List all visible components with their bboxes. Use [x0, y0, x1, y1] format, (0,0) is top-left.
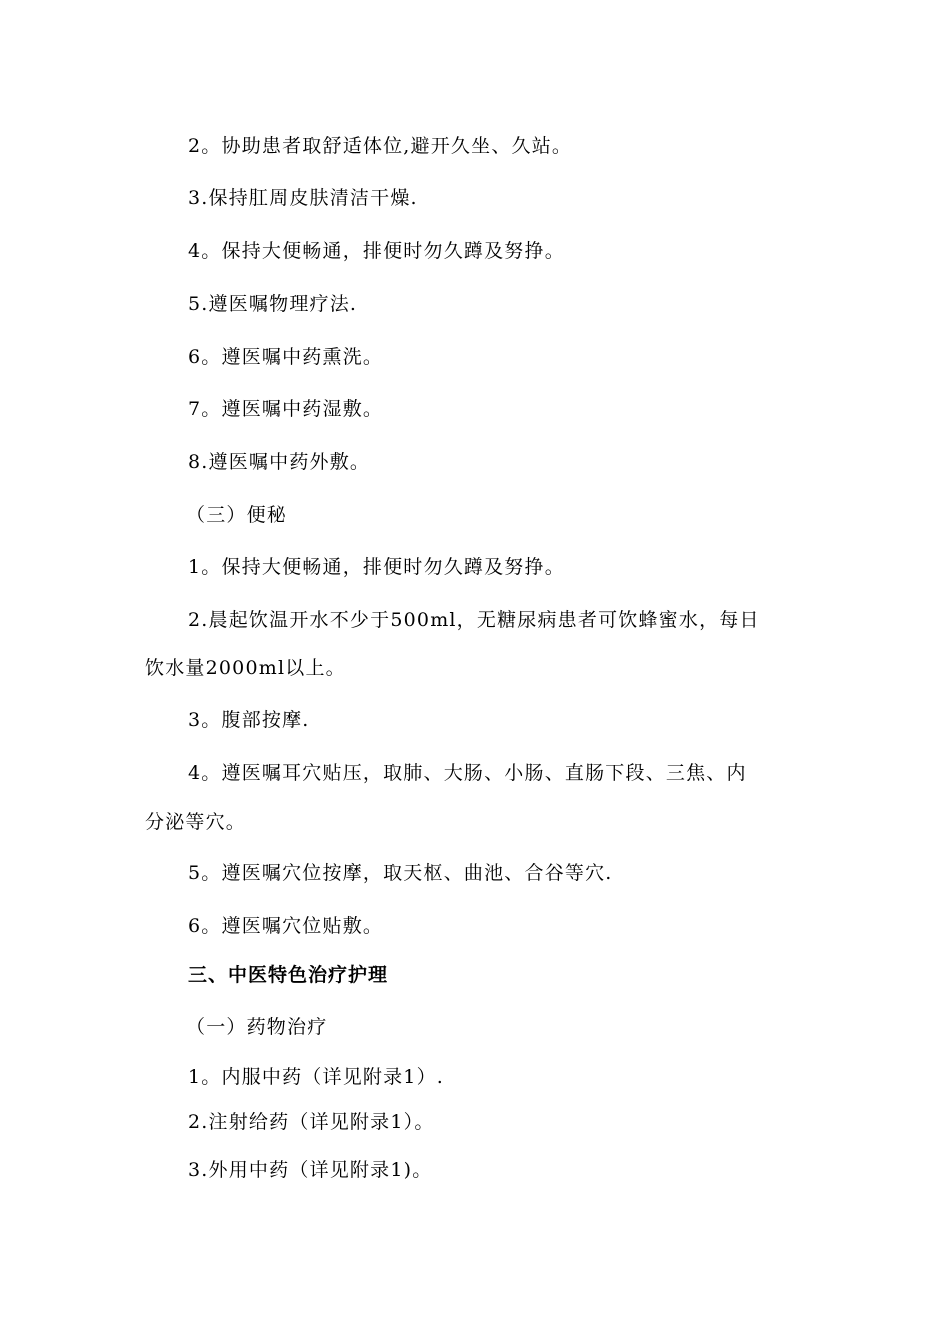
subsection-heading-constipation: （三）便秘 [186, 504, 288, 526]
constipation-item-1: 1。保持大便畅通，排便时勿久蹲及努挣。 [188, 556, 565, 578]
constipation-item-4-continued: 分泌等穴。 [145, 811, 247, 833]
list-item-2-posture: 2。协助患者取舒适体位,避开久坐、久站。 [188, 135, 573, 157]
list-item-8-external-application: 8.遵医嘱中药外敷。 [188, 451, 371, 473]
constipation-item-3: 3。腹部按摩. [188, 709, 310, 731]
list-item-7-wet-compress: 7。遵医嘱中药湿敷。 [188, 398, 384, 420]
constipation-item-4: 4。遵医嘱耳穴贴压，取肺、大肠、小肠、直肠下段、三焦、内 [188, 762, 747, 784]
section-heading-tcm-treatment: 三、中医特色治疗护理 [188, 964, 389, 986]
constipation-item-5: 5。遵医嘱穴位按摩，取天枢、曲池、合谷等穴. [188, 862, 613, 884]
list-item-4-bowel: 4。保持大便畅通，排便时勿久蹲及努挣。 [188, 240, 565, 262]
medication-item-2: 2.注射给药（详见附录1）。 [188, 1111, 435, 1133]
medication-item-3: 3.外用中药（详见附录1)。 [188, 1159, 433, 1181]
list-item-3-skin-care: 3.保持肛周皮肤清洁干燥. [188, 187, 418, 209]
medication-item-1: 1。内服中药（详见附录1）. [188, 1066, 445, 1088]
list-item-5-physical-therapy: 5.遵医嘱物理疗法. [188, 293, 358, 315]
subsection-heading-medication: （一）药物治疗 [186, 1016, 328, 1038]
constipation-item-2-continued: 饮水量2000ml以上。 [145, 657, 346, 679]
list-item-6-fumigation: 6。遵医嘱中药熏洗。 [188, 346, 384, 368]
constipation-item-6: 6。遵医嘱穴位贴敷。 [188, 915, 384, 937]
constipation-item-2: 2.晨起饮温开水不少于500ml，无糖尿病患者可饮蜂蜜水，每日 [188, 609, 760, 631]
